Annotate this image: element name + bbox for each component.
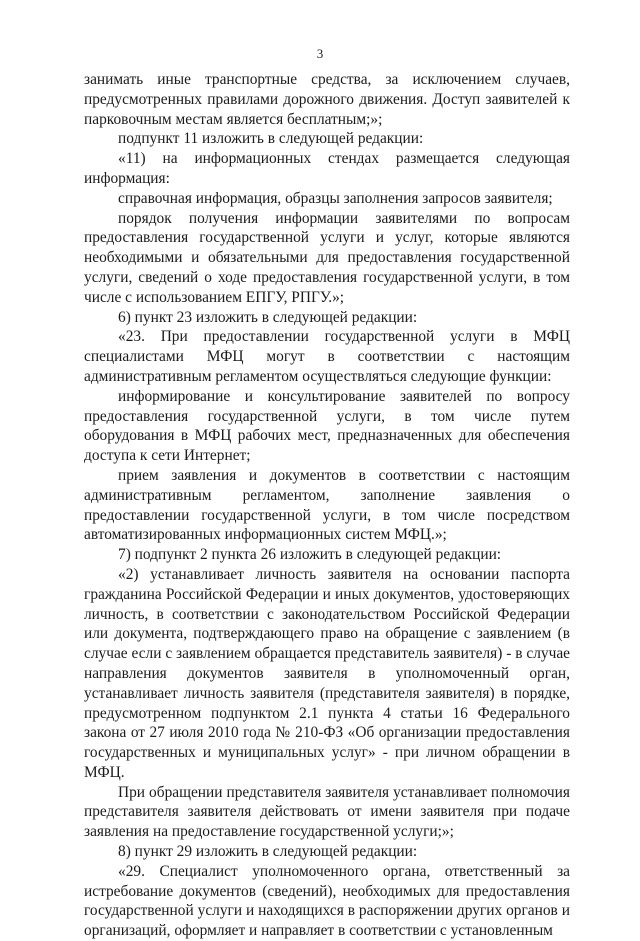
paragraph: При обращении представителя заявителя устанавливает полномочия представителя заявителя действовать от имени заявителя при подаче заявления на предоставление государственной услуги;»; <box>84 783 570 841</box>
document-body <box>84 70 570 941</box>
paragraph: прием заявления и документов в соответствии с настоящим административным регламентом, заполнение заявления о предоставлении государственной услуги, в том числе посредством автоматизированных информационных систем МФЦ.»; <box>84 466 570 544</box>
paragraph: информирование и консультирование заявителей по вопросу предоставления государственной услуги, в том числе путем оборудования в МФЦ рабочих мест, предназначенных для обеспечения доступа к сети Интернет; <box>84 387 570 465</box>
paragraph: 6) пункт 23 изложить в следующей редакции: <box>118 308 418 326</box>
paragraph: занимать иные транспортные средства, за исключением случаев, предусмотренных правилами дорожного движения. Доступ заявителей к парковочным местам является бесплатным;»; <box>84 71 570 128</box>
paragraph: «2) устанавливает личность заявителя на основании паспорта гражданина Российской Федерации и иных документов, удостоверяющих личность, в соответствии с законодательством Российской Федерации или документа, подтверждающего право на обращение с заявлением (в случае если с заявлением обращается представитель заявителя) - в случае направления документов заявителя в уполномоченный орган, устанавливает личность заявителя (представителя заявителя) в порядке, предусмотренном подпунктом 2.1 пункта 4 статьи 16 Федерального закона от 27 июля 2010 года № 210-ФЗ «Об организации предоставления государственных и муниципальных услуг» - при личном обращении в МФЦ. <box>84 565 570 781</box>
paragraph: порядок получения информации заявителями по вопросам предоставления государственной услуги и услуг, которые являются необходимыми и обязательными для предоставления государственной услуги, сведений о ходе предоставления государственной услуги, в том числе с использованием ЕПГУ, РПГУ.»; <box>84 209 570 306</box>
page-number: 3 <box>316 46 324 61</box>
paragraph: подпункт 11 изложить в следующей редакции: <box>118 130 424 148</box>
paragraph: справочная информация, образцы заполнения запросов заявителя; <box>118 189 553 207</box>
paragraph: «29. Специалист уполномоченного органа, ответственный за истребование документов (сведений), необходимых для предоставления государственной услуги и находящихся в распоряжении других органов и организаций, оформляет и направляет в соответствии с установленным <box>84 862 570 940</box>
paragraph: «11) на информационных стендах размещается следующая информация: <box>84 150 570 187</box>
paragraph: 8) пункт 29 изложить в следующей редакции: <box>118 843 418 861</box>
paragraph: 7) подпункт 2 пункта 26 изложить в следующей редакции: <box>118 546 502 564</box>
paragraph: «23. При предоставлении государственной услуги в МФЦ специалистами МФЦ могут в соответствии с настоящим административным регламентом осуществляться следующие функции: <box>84 328 570 385</box>
